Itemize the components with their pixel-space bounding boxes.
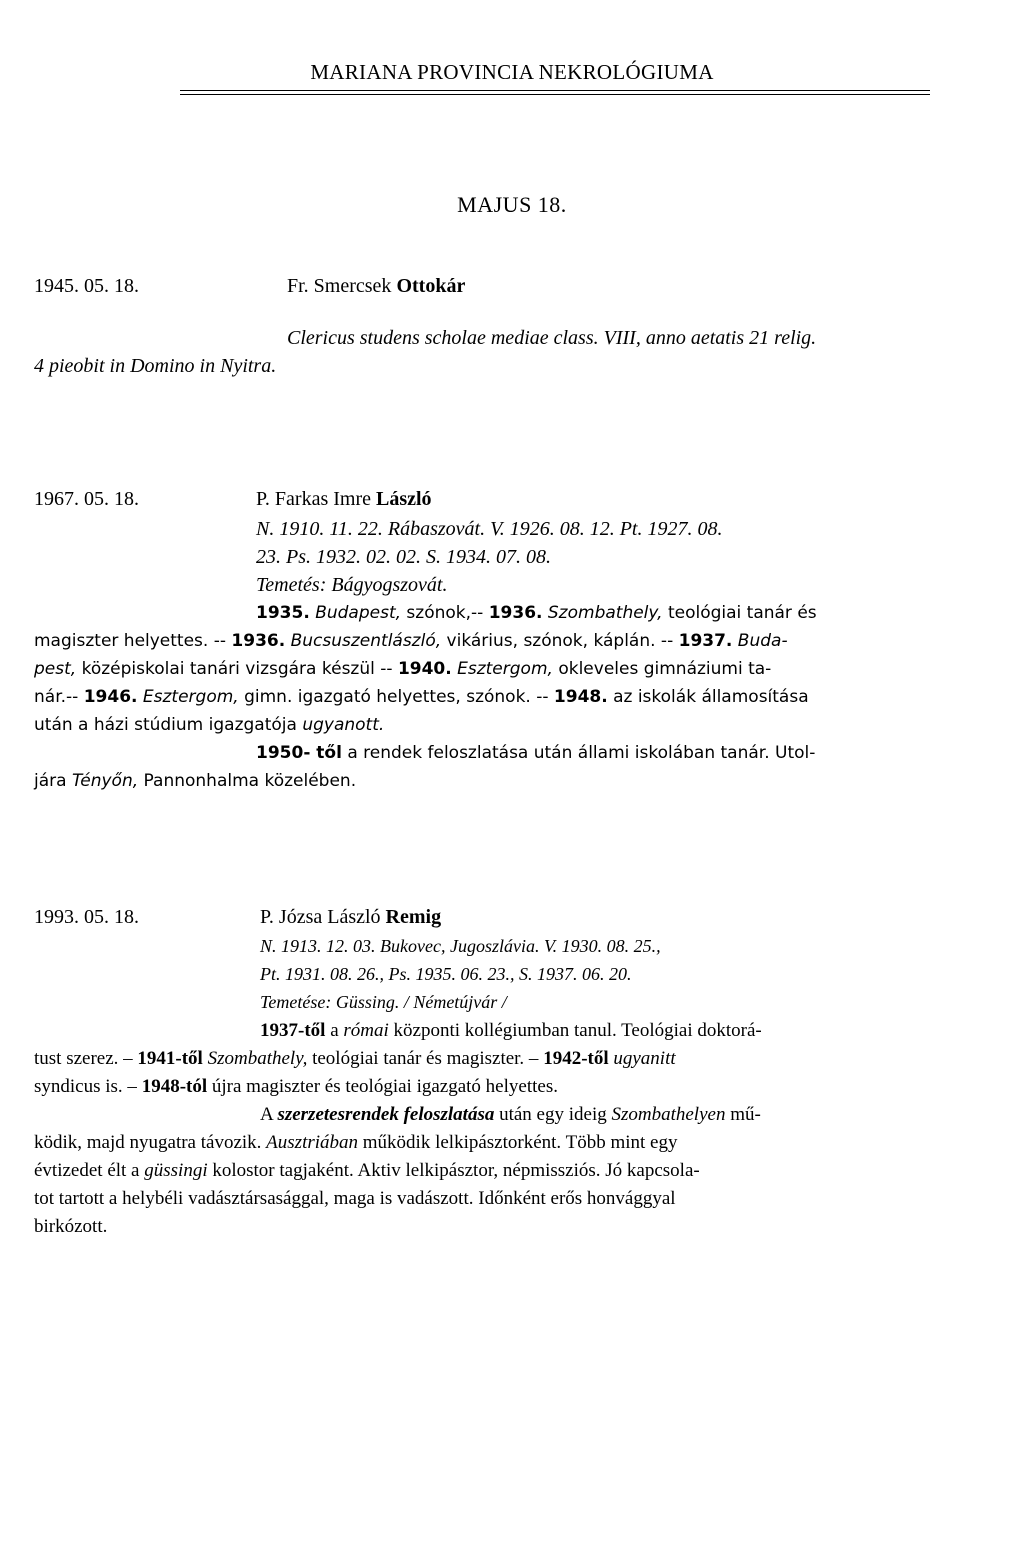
bio-place: Szombathelyen xyxy=(611,1104,726,1125)
bio-text: birkózott. xyxy=(34,1216,108,1237)
bio-text: után a házi stúdium igazgatója xyxy=(34,715,297,735)
bio-text: a rendek feloszlatása után állami iskolában tanár. Utol- xyxy=(347,743,816,763)
entry-3-burial xyxy=(260,992,507,1013)
bio-text: tust szerez. – xyxy=(34,1048,133,1069)
entry-3-bio-line5 xyxy=(34,1132,677,1154)
entry-2-date: 1967. 05. 18. xyxy=(34,488,139,510)
bio-place: güssingi xyxy=(144,1160,208,1181)
entry-3-bio-line6 xyxy=(34,1160,700,1182)
bio-place: Szombathely, xyxy=(547,603,663,623)
bio-place: ugyanott. xyxy=(302,715,385,735)
bio-place: Bucsuszentlászló, xyxy=(290,631,442,651)
bio-year: 1948. xyxy=(553,687,608,707)
entry-2-bio-line7 xyxy=(34,771,356,791)
entry-3-data-line2 xyxy=(260,964,632,985)
bio-text: működik lelkipásztorként. Több mint egy xyxy=(362,1132,678,1153)
bio-year: 1940. xyxy=(397,659,452,679)
entry-2-data-line2 xyxy=(256,546,551,569)
entry-2-name-bold: László xyxy=(375,488,432,510)
header-rule-top xyxy=(180,90,930,91)
entry-2-burial xyxy=(256,574,447,597)
bio-year: 1937. xyxy=(678,631,733,651)
entry-2-data-text-2: 23. Ps. 1932. 02. 02. S. 1934. 07. 08. xyxy=(256,546,551,568)
entry-3-data-text-1: N. 1913. 12. 03. Bukovec, Jugoszlávia. V. 1930. 08. 25., xyxy=(260,936,661,956)
entry-1-date: 1945. 05. 18. xyxy=(34,275,139,297)
entry-3-data-text-2: Pt. 1931. 08. 26., Ps. 1935. 06. 23., S. 1937. 06. 20. xyxy=(260,964,632,984)
entry-3-bio-line2 xyxy=(34,1048,676,1070)
bio-text: központi kollégiumban tanul. Teológiai doktorá- xyxy=(393,1020,762,1041)
entry-3-burial-text: Temetése: Güssing. / Németújvár / xyxy=(260,992,507,1012)
entry-2-bio-line5 xyxy=(34,715,384,735)
entry-3-bio-line7 xyxy=(34,1188,676,1210)
page-header-title: MARIANA PROVINCIA NEKROLÓGIUMA xyxy=(310,60,714,84)
bio-text: kolostor tagjaként. Aktiv lelkipásztor, népmissziós. Jó kapcsola- xyxy=(212,1160,700,1181)
entry-1-latin-text-1: Clericus studens scholae mediae class. VIII, anno aetatis 21 relig. xyxy=(287,327,817,349)
entry-2-burial-text: Temetés: Bágyogszovát. xyxy=(256,574,448,596)
bio-place: Esztergom, xyxy=(457,659,553,679)
bio-place: Buda- xyxy=(737,631,788,651)
entry-3-bio-line8 xyxy=(34,1216,107,1238)
bio-text: után egy ideig xyxy=(499,1104,607,1125)
entry-2-bio-line4 xyxy=(34,687,809,707)
entry-2-data-line1 xyxy=(256,518,722,541)
header-rule-bottom xyxy=(180,94,930,95)
entry-1-name xyxy=(287,275,465,298)
bio-text: ködik, majd nyugatra távozik. xyxy=(34,1132,262,1153)
bio-place: Budapest, xyxy=(315,603,402,623)
bio-text: okleveles gimnáziumi ta- xyxy=(558,659,772,679)
bio-year: 1941-től xyxy=(137,1048,203,1069)
entry-3-date: 1993. 05. 18. xyxy=(34,906,139,928)
entry-1-name-bold: Ottokár xyxy=(396,275,466,297)
bio-text: mű- xyxy=(730,1104,761,1125)
entry-3-name-prefix: P. Józsa László xyxy=(260,906,381,928)
bio-text: teológiai tanár és xyxy=(667,603,817,623)
entry-2-data-text-1: N. 1910. 11. 22. Rábaszovát. V. 1926. 08. 12. Pt. 1927. 08. xyxy=(256,518,723,540)
bio-text: tot tartott a helybéli vadásztársasággal, maga is vadászott. Időnként erős honvággyal xyxy=(34,1188,676,1209)
entry-2-bio-line3 xyxy=(34,659,771,679)
entry-2-bio-line2 xyxy=(34,631,788,651)
entry-2-bio-line1 xyxy=(256,603,943,623)
bio-text: teológiai tanár és magiszter. – xyxy=(312,1048,539,1069)
entry-3-bio-line4 xyxy=(260,1104,761,1126)
bio-place: Szombathely, xyxy=(207,1048,308,1069)
entry-1-latin-line2 xyxy=(34,355,276,378)
date-heading: MAJUS 18. xyxy=(457,192,567,217)
bio-text: A xyxy=(260,1104,273,1125)
bio-text: a xyxy=(330,1020,339,1041)
bio-year: 1937-től xyxy=(260,1020,326,1041)
bio-text: újra magiszter és teológiai igazgató helyettes. xyxy=(211,1076,558,1097)
entry-2-bio-line6 xyxy=(256,743,815,763)
entry-3-data-line1 xyxy=(260,936,661,957)
bio-text: Pannonhalma közelében. xyxy=(143,771,357,791)
entry-3-bio-line3 xyxy=(34,1076,558,1098)
bio-year: 1946. xyxy=(83,687,138,707)
bio-place: római xyxy=(343,1020,389,1041)
entry-3-name xyxy=(260,906,441,929)
entry-1-latin-line1 xyxy=(287,327,816,350)
entry-3-name-bold: Remig xyxy=(385,906,442,928)
entry-3-bio-line1 xyxy=(260,1020,762,1042)
bio-place: Ausztriában xyxy=(266,1132,359,1153)
entry-2-name-prefix: P. Farkas Imre xyxy=(256,488,371,510)
bio-text: szónok,-- xyxy=(406,603,484,623)
bio-year: 1936. xyxy=(488,603,543,623)
entry-2-name xyxy=(256,488,432,511)
bio-year: 1950- től xyxy=(256,743,342,763)
bio-text: évtizedet élt a xyxy=(34,1160,140,1181)
bio-text: középiskolai tanári vizsgára készül -- xyxy=(81,659,393,679)
bio-text: syndicus is. – xyxy=(34,1076,137,1097)
bio-text: gimn. igazgató helyettes, szónok. -- xyxy=(244,687,549,707)
bio-place: Esztergom, xyxy=(142,687,239,707)
entry-1-name-prefix: Fr. Smercsek xyxy=(287,275,392,297)
bio-text: az iskolák államosítása xyxy=(613,687,809,707)
bio-emphasis: szerzetesrendek feloszlatása xyxy=(277,1104,495,1125)
bio-year: 1936. xyxy=(231,631,286,651)
bio-text: nár.-- xyxy=(34,687,79,707)
bio-place: ugyanitt xyxy=(613,1048,676,1069)
bio-year: 1948-tól xyxy=(141,1076,208,1097)
bio-place: pest, xyxy=(34,659,77,679)
bio-year: 1942-től xyxy=(543,1048,609,1069)
bio-text: magiszter helyettes. -- xyxy=(34,631,226,651)
bio-place: Tényőn, xyxy=(71,771,139,791)
bio-text: vikárius, szónok, káplán. -- xyxy=(446,631,674,651)
bio-year: 1935. xyxy=(256,603,310,623)
entry-1-latin-text-2: 4 pieobit in Domino in Nyitra. xyxy=(34,355,277,377)
bio-text: jára xyxy=(34,771,67,791)
